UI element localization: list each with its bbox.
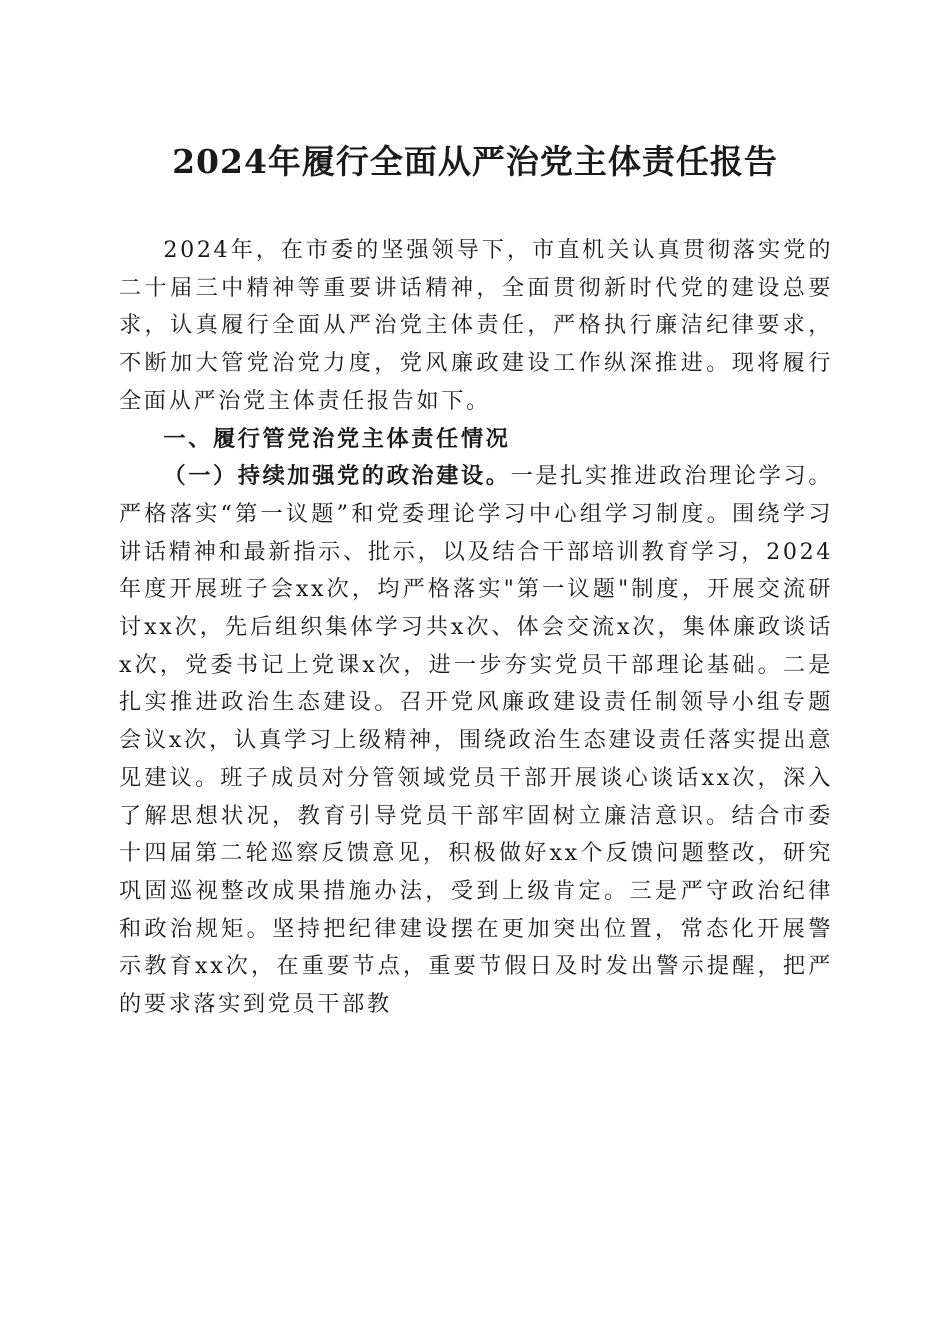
subsection-paragraph-1 [119, 458, 833, 1024]
document-body [119, 232, 833, 1024]
document-title: 2024年履行全面从严治党主体责任报告 [172, 142, 778, 181]
subsection-body-1: 一是扎实推进政治理论学习。严格落实“第一议题”和党委理论学习中心组学习制度。围绕学习讲话精神和最新指示、批示，以及结合干部培训教育学习，2024年度开展班子会xx次，均严格落实"第一议题"制度，开展交流研讨xx次，先后组织集体学习共x次、体会交流x次，集体廉政谈话x次，党委书记上党课x次，进一步夯实党员干部理论基础。二是扎实推进政治生态建设。召开党风廉政建设责任制领导小组专题会议x次，认真学习上级精神，围绕政治生态建设责任落实提出意见建议。班子成员对分管领域党员干部开展谈心谈话xx次，深入了解思想状况，教育引导党员干部牢固树立廉洁意识。结合市委十四届第二轮巡察反馈意见，积极做好xx个反馈问题整改，研究巩固巡视整改成果措施办法，受到上级肯定。三是严守政治纪律和政治规矩。坚持把纪律建设摆在更加突出位置，常态化开展警示教育xx次，在重要节点，重要节假日及时发出警示提醒，把严的要求落实到党员干部教 [119, 463, 833, 1018]
subsection-heading-1: （一）持续加强党的政治建设。 [163, 463, 511, 490]
intro-paragraph: 2024年，在市委的坚强领导下，市直机关认真贯彻落实党的二十届三中精神等重要讲话精神，全面贯彻新时代党的建设总要求，认真履行全面从严治党主体责任，严格执行廉洁纪律要求，不断加大管党治党力度，党风廉政建设工作纵深推进。现将履行全面从严治党主体责任报告如下。 [119, 237, 833, 414]
section-heading-1: 一、履行管党治党主体责任情况 [163, 425, 511, 452]
